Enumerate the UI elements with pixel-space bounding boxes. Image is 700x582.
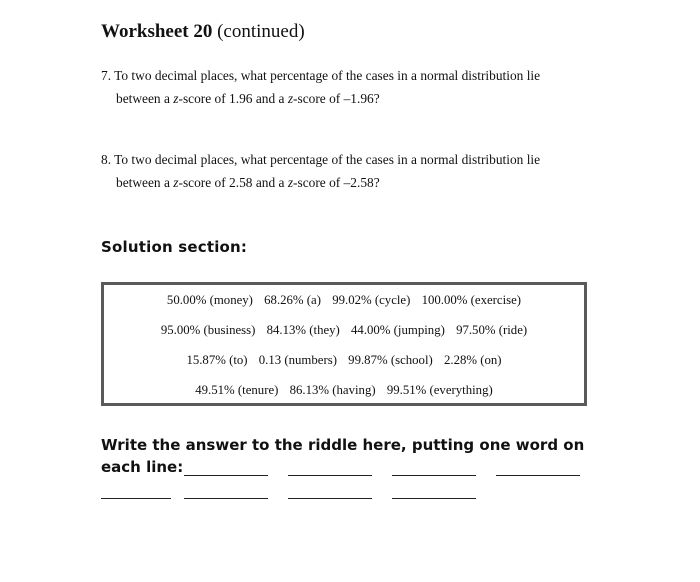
riddle-line2: each line: [101,458,184,476]
solution-heading: Solution section: [101,238,248,256]
answer-blank[interactable] [101,498,171,499]
answer-blank[interactable] [288,475,372,476]
solution-row [104,383,584,398]
solution-box [101,282,587,406]
solution-item: 0.13 (numbers) [258,353,337,367]
question-7-line2: between a z-score of 1.96 and a z-score of –1.96? [116,91,380,106]
solution-row [104,323,584,338]
solution-item: 86.13% (having) [289,383,376,397]
riddle-line1: Write the answer to the riddle here, putting one word on [101,436,585,454]
solution-item: 68.26% (a) [264,293,321,307]
question-8-line2: between a z-score of 2.58 and a z-score of –2.58? [116,175,380,190]
answer-blank[interactable] [184,498,268,499]
solution-item: 99.02% (cycle) [332,293,411,307]
answer-blank[interactable] [496,475,580,476]
solution-item: 2.28% (on) [443,353,502,367]
title-bold: Worksheet 20 [101,21,213,42]
solution-item: 100.00% (exercise) [421,293,522,307]
solution-item: 99.51% (everything) [386,383,493,397]
answer-blank[interactable] [184,475,268,476]
question-8 [101,148,621,194]
solution-item: 84.13% (they) [266,323,340,337]
title-rest: (continued) [217,21,305,42]
page-title [101,21,305,43]
solution-item: 97.50% (ride) [456,323,528,337]
solution-item: 49.51% (tenure) [195,383,279,397]
solution-item: 50.00% (money) [166,293,253,307]
solution-item: 44.00% (jumping) [351,323,445,337]
question-7-line1: 7. To two decimal places, what percentage of the cases in a normal distribution lie [101,68,541,83]
answer-blank[interactable] [392,498,476,499]
question-8-line1: 8. To two decimal places, what percentage of the cases in a normal distribution lie [101,152,541,167]
riddle-instructions [101,434,601,478]
solution-item: 99.87% (school) [348,353,433,367]
answer-blank[interactable] [288,498,372,499]
question-7 [101,64,621,110]
solution-item: 95.00% (business) [160,323,256,337]
solution-row [104,353,584,368]
solution-item: 15.87% (to) [186,353,248,367]
answer-blank[interactable] [392,475,476,476]
solution-row [104,293,584,308]
